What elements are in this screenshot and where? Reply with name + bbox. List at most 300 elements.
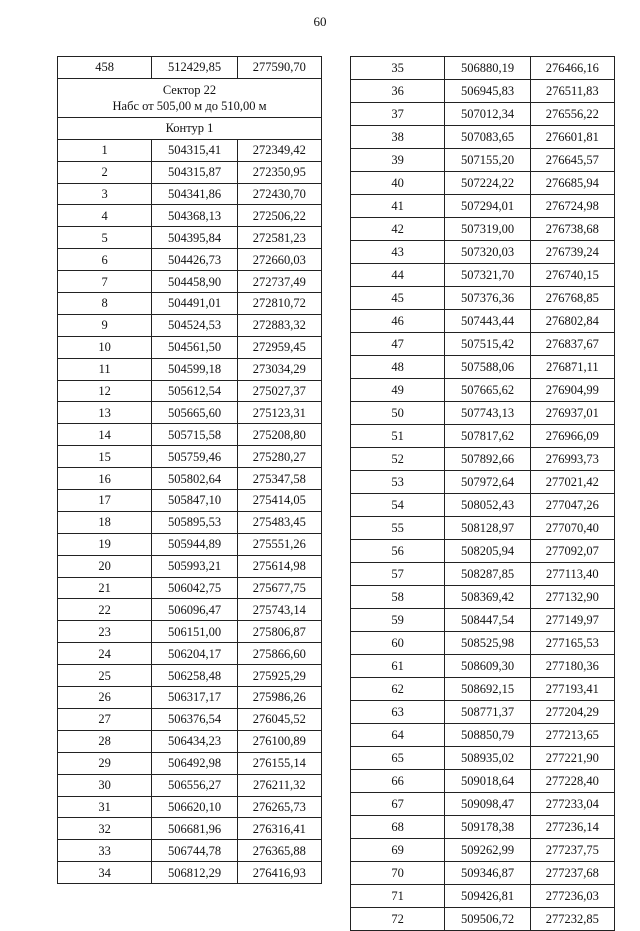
point-number-cell: 33: [58, 840, 152, 862]
point-number-cell: 16: [58, 468, 152, 490]
y-coordinate-cell: 275027,37: [237, 380, 321, 402]
x-coordinate-cell: 505993,21: [152, 555, 237, 577]
point-number-cell: 69: [351, 839, 445, 862]
x-coordinate-cell: 506620,10: [152, 796, 237, 818]
x-coordinate-cell: 507972,64: [445, 471, 530, 494]
x-coordinate-cell: 505802,64: [152, 468, 237, 490]
point-number-cell: 28: [58, 730, 152, 752]
x-coordinate-cell: 512429,85: [152, 57, 237, 79]
y-coordinate-cell: 277237,75: [530, 839, 614, 862]
x-coordinate-cell: 504315,41: [152, 139, 237, 161]
table-row: [351, 494, 615, 517]
x-coordinate-cell: 504458,90: [152, 271, 237, 293]
y-coordinate-cell: 277149,97: [530, 609, 614, 632]
table-row: [351, 448, 615, 471]
table-row: [58, 271, 322, 293]
y-coordinate-cell: 276556,22: [530, 103, 614, 126]
y-coordinate-cell: 277092,07: [530, 540, 614, 563]
x-coordinate-cell: 506376,54: [152, 708, 237, 730]
table-row: [58, 665, 322, 687]
y-coordinate-cell: 275347,58: [237, 468, 321, 490]
x-coordinate-cell: 508692,15: [445, 678, 530, 701]
table-row: [351, 816, 615, 839]
y-coordinate-cell: 277021,42: [530, 471, 614, 494]
table-row: [58, 205, 322, 227]
point-number-cell: 26: [58, 687, 152, 709]
point-number-cell: 63: [351, 701, 445, 724]
table-row: [351, 356, 615, 379]
x-coordinate-cell: 504315,87: [152, 161, 237, 183]
point-number-cell: 22: [58, 599, 152, 621]
x-coordinate-cell: 504368,13: [152, 205, 237, 227]
x-coordinate-cell: 507443,44: [445, 310, 530, 333]
point-number-cell: 40: [351, 172, 445, 195]
point-number-cell: 43: [351, 241, 445, 264]
y-coordinate-cell: 275677,75: [237, 577, 321, 599]
y-coordinate-cell: 277132,90: [530, 586, 614, 609]
point-number-cell: 62: [351, 678, 445, 701]
x-coordinate-cell: 508935,02: [445, 747, 530, 770]
y-coordinate-cell: 272430,70: [237, 183, 321, 205]
table-row: [58, 336, 322, 358]
y-coordinate-cell: 276601,81: [530, 126, 614, 149]
table-row: [58, 818, 322, 840]
coordinates-table-left: [57, 56, 322, 884]
point-number-cell: 36: [351, 80, 445, 103]
y-coordinate-cell: 272883,32: [237, 314, 321, 336]
table-row: [58, 555, 322, 577]
y-coordinate-cell: 276740,15: [530, 264, 614, 287]
table-row: [351, 885, 615, 908]
point-number-cell: 70: [351, 862, 445, 885]
y-coordinate-cell: 277180,36: [530, 655, 614, 678]
x-coordinate-cell: 506812,29: [152, 862, 237, 884]
table-row: [58, 293, 322, 315]
y-coordinate-cell: 276802,84: [530, 310, 614, 333]
x-coordinate-cell: 508609,30: [445, 655, 530, 678]
table-row: [351, 149, 615, 172]
y-coordinate-cell: 276645,57: [530, 149, 614, 172]
point-number-cell: 42: [351, 218, 445, 241]
x-coordinate-cell: 506880,19: [445, 57, 530, 80]
point-number-cell: 7: [58, 271, 152, 293]
point-number-cell: 60: [351, 632, 445, 655]
y-coordinate-cell: 275280,27: [237, 446, 321, 468]
table-row: [58, 708, 322, 730]
point-number-cell: 19: [58, 533, 152, 555]
table-row: [351, 195, 615, 218]
point-number-cell: 51: [351, 425, 445, 448]
point-number-cell: 34: [58, 862, 152, 884]
sector-header: [58, 78, 322, 117]
point-number-cell: 59: [351, 609, 445, 632]
y-coordinate-cell: 276904,99: [530, 379, 614, 402]
y-coordinate-cell: 272959,45: [237, 336, 321, 358]
point-number-cell: 12: [58, 380, 152, 402]
table-row: [351, 862, 615, 885]
table-row: [351, 701, 615, 724]
table-row: [351, 747, 615, 770]
x-coordinate-cell: 504524,53: [152, 314, 237, 336]
y-coordinate-cell: 272506,22: [237, 205, 321, 227]
x-coordinate-cell: 509098,47: [445, 793, 530, 816]
sector-subtitle: Набс от 505,00 м до 510,00 м: [112, 98, 267, 113]
x-coordinate-cell: 509506,72: [445, 908, 530, 931]
x-coordinate-cell: 508771,37: [445, 701, 530, 724]
table-row: [58, 599, 322, 621]
y-coordinate-cell: 275414,05: [237, 490, 321, 512]
point-number-cell: 57: [351, 563, 445, 586]
table-row: [351, 770, 615, 793]
y-coordinate-cell: 272350,95: [237, 161, 321, 183]
x-coordinate-cell: 507224,22: [445, 172, 530, 195]
point-number-cell: 67: [351, 793, 445, 816]
table-row: [58, 577, 322, 599]
x-coordinate-cell: 507892,66: [445, 448, 530, 471]
y-coordinate-cell: 277047,26: [530, 494, 614, 517]
x-coordinate-cell: 507376,36: [445, 287, 530, 310]
y-coordinate-cell: 272737,49: [237, 271, 321, 293]
point-number-cell: 27: [58, 708, 152, 730]
x-coordinate-cell: 504426,73: [152, 249, 237, 271]
point-number-cell: 53: [351, 471, 445, 494]
x-coordinate-cell: 507515,42: [445, 333, 530, 356]
y-coordinate-cell: 273034,29: [237, 358, 321, 380]
x-coordinate-cell: 506096,47: [152, 599, 237, 621]
point-number-cell: 23: [58, 621, 152, 643]
table-row: [58, 183, 322, 205]
table-row: [351, 379, 615, 402]
point-number-cell: 17: [58, 490, 152, 512]
point-number-cell: 32: [58, 818, 152, 840]
table-row: [351, 172, 615, 195]
point-number-cell: 39: [351, 149, 445, 172]
table-row: [351, 517, 615, 540]
x-coordinate-cell: 505665,60: [152, 402, 237, 424]
x-coordinate-cell: 507319,00: [445, 218, 530, 241]
y-coordinate-cell: 276265,73: [237, 796, 321, 818]
y-coordinate-cell: 275866,60: [237, 643, 321, 665]
y-coordinate-cell: 276739,24: [530, 241, 614, 264]
x-coordinate-cell: 508447,54: [445, 609, 530, 632]
y-coordinate-cell: 276937,01: [530, 402, 614, 425]
point-number-cell: 41: [351, 195, 445, 218]
table-row: [351, 103, 615, 126]
point-number-cell: 54: [351, 494, 445, 517]
y-coordinate-cell: 277237,68: [530, 862, 614, 885]
y-coordinate-cell: 276993,73: [530, 448, 614, 471]
x-coordinate-cell: 509178,38: [445, 816, 530, 839]
table-row: [351, 310, 615, 333]
x-coordinate-cell: 505847,10: [152, 490, 237, 512]
y-coordinate-cell: 277233,04: [530, 793, 614, 816]
y-coordinate-cell: 272581,23: [237, 227, 321, 249]
sector-header-row: [58, 78, 322, 117]
point-number-cell: 48: [351, 356, 445, 379]
x-coordinate-cell: 506434,23: [152, 730, 237, 752]
table-row: [351, 126, 615, 149]
y-coordinate-cell: 272810,72: [237, 293, 321, 315]
y-coordinate-cell: 276100,89: [237, 730, 321, 752]
table-row: [58, 774, 322, 796]
table-row: [351, 57, 615, 80]
x-coordinate-cell: 504341,86: [152, 183, 237, 205]
page-number: 60: [313, 14, 327, 29]
x-coordinate-cell: 508850,79: [445, 724, 530, 747]
y-coordinate-cell: 276738,68: [530, 218, 614, 241]
point-number-cell: 47: [351, 333, 445, 356]
y-coordinate-cell: 275743,14: [237, 599, 321, 621]
table-row: [58, 468, 322, 490]
table-row: [58, 57, 322, 79]
y-coordinate-cell: 276724,98: [530, 195, 614, 218]
x-coordinate-cell: 505895,53: [152, 511, 237, 533]
table-row: [351, 839, 615, 862]
point-number-cell: 9: [58, 314, 152, 336]
y-coordinate-cell: 276416,93: [237, 862, 321, 884]
y-coordinate-cell: 277228,40: [530, 770, 614, 793]
y-coordinate-cell: 275614,98: [237, 555, 321, 577]
x-coordinate-cell: 509018,64: [445, 770, 530, 793]
table-row: [58, 314, 322, 336]
table-row: [351, 540, 615, 563]
y-coordinate-cell: 275123,31: [237, 402, 321, 424]
x-coordinate-cell: 505715,58: [152, 424, 237, 446]
y-coordinate-cell: 272660,03: [237, 249, 321, 271]
y-coordinate-cell: 276966,09: [530, 425, 614, 448]
point-number-cell: 49: [351, 379, 445, 402]
y-coordinate-cell: 276837,67: [530, 333, 614, 356]
y-coordinate-cell: 277213,65: [530, 724, 614, 747]
point-number-cell: 18: [58, 511, 152, 533]
x-coordinate-cell: 507817,62: [445, 425, 530, 448]
y-coordinate-cell: 276155,14: [237, 752, 321, 774]
point-number-cell: 1: [58, 139, 152, 161]
point-number-cell: 56: [351, 540, 445, 563]
table-row: [58, 621, 322, 643]
point-number-cell: 6: [58, 249, 152, 271]
y-coordinate-cell: 276466,16: [530, 57, 614, 80]
y-coordinate-cell: 277236,14: [530, 816, 614, 839]
x-coordinate-cell: 505759,46: [152, 446, 237, 468]
point-number-cell: 25: [58, 665, 152, 687]
point-number-cell: 20: [58, 555, 152, 577]
point-number-cell: 55: [351, 517, 445, 540]
point-number-cell: 15: [58, 446, 152, 468]
x-coordinate-cell: 509262,99: [445, 839, 530, 862]
y-coordinate-cell: 275925,29: [237, 665, 321, 687]
x-coordinate-cell: 507588,06: [445, 356, 530, 379]
table-row: [351, 678, 615, 701]
point-number-cell: 38: [351, 126, 445, 149]
y-coordinate-cell: 272349,42: [237, 139, 321, 161]
table-row: [351, 287, 615, 310]
x-coordinate-cell: 506492,98: [152, 752, 237, 774]
table-row: [58, 752, 322, 774]
table-row: [58, 490, 322, 512]
point-number-cell: 2: [58, 161, 152, 183]
x-coordinate-cell: 506945,83: [445, 80, 530, 103]
table-row: [58, 511, 322, 533]
x-coordinate-cell: 506258,48: [152, 665, 237, 687]
table-row: [351, 908, 615, 931]
x-coordinate-cell: 506151,00: [152, 621, 237, 643]
x-coordinate-cell: 507321,70: [445, 264, 530, 287]
x-coordinate-cell: 507320,03: [445, 241, 530, 264]
point-number-cell: 45: [351, 287, 445, 310]
y-coordinate-cell: 276871,11: [530, 356, 614, 379]
x-coordinate-cell: 508052,43: [445, 494, 530, 517]
table-row: [58, 161, 322, 183]
point-number-cell: 14: [58, 424, 152, 446]
table-row: [58, 424, 322, 446]
table-row: [351, 609, 615, 632]
table-row: [351, 471, 615, 494]
table-row: [351, 563, 615, 586]
table-row: [351, 793, 615, 816]
table-row: [351, 402, 615, 425]
point-number-cell: 30: [58, 774, 152, 796]
x-coordinate-cell: 508287,85: [445, 563, 530, 586]
table-row: [58, 358, 322, 380]
table-row: [351, 264, 615, 287]
contour-header-row: [58, 117, 322, 139]
table-row: [351, 724, 615, 747]
x-coordinate-cell: 507665,62: [445, 379, 530, 402]
table-row: [58, 796, 322, 818]
table-row: [58, 446, 322, 468]
y-coordinate-cell: 276365,88: [237, 840, 321, 862]
x-coordinate-cell: 506681,96: [152, 818, 237, 840]
point-number-cell: 37: [351, 103, 445, 126]
y-coordinate-cell: 277204,29: [530, 701, 614, 724]
point-number-cell: 13: [58, 402, 152, 424]
x-coordinate-cell: 504599,18: [152, 358, 237, 380]
y-coordinate-cell: 277113,40: [530, 563, 614, 586]
table-row: [58, 862, 322, 884]
point-number-cell: 72: [351, 908, 445, 931]
point-number-cell: 24: [58, 643, 152, 665]
table-row: [351, 80, 615, 103]
point-number-cell: 35: [351, 57, 445, 80]
point-number-cell: 4: [58, 205, 152, 227]
y-coordinate-cell: 277221,90: [530, 747, 614, 770]
x-coordinate-cell: 508525,98: [445, 632, 530, 655]
point-number-cell: 46: [351, 310, 445, 333]
y-coordinate-cell: 276211,32: [237, 774, 321, 796]
point-number-cell: 3: [58, 183, 152, 205]
x-coordinate-cell: 505612,54: [152, 380, 237, 402]
table-row: [58, 402, 322, 424]
point-number-cell: 44: [351, 264, 445, 287]
point-number-cell: 458: [58, 57, 152, 79]
x-coordinate-cell: 507155,20: [445, 149, 530, 172]
table-row: [58, 643, 322, 665]
contour-title: Контур 1: [58, 117, 322, 139]
y-coordinate-cell: 277165,53: [530, 632, 614, 655]
y-coordinate-cell: 275986,26: [237, 687, 321, 709]
x-coordinate-cell: 504561,50: [152, 336, 237, 358]
y-coordinate-cell: 277232,85: [530, 908, 614, 931]
point-number-cell: 8: [58, 293, 152, 315]
x-coordinate-cell: 507294,01: [445, 195, 530, 218]
point-number-cell: 66: [351, 770, 445, 793]
point-number-cell: 11: [58, 358, 152, 380]
point-number-cell: 50: [351, 402, 445, 425]
table-row: [58, 139, 322, 161]
table-row: [58, 227, 322, 249]
x-coordinate-cell: 506042,75: [152, 577, 237, 599]
table-row: [351, 333, 615, 356]
x-coordinate-cell: 506317,17: [152, 687, 237, 709]
x-coordinate-cell: 507743,13: [445, 402, 530, 425]
y-coordinate-cell: 275208,80: [237, 424, 321, 446]
y-coordinate-cell: 276768,85: [530, 287, 614, 310]
y-coordinate-cell: 277590,70: [237, 57, 321, 79]
table-row: [58, 687, 322, 709]
table-row: [351, 586, 615, 609]
y-coordinate-cell: 276511,83: [530, 80, 614, 103]
y-coordinate-cell: 276685,94: [530, 172, 614, 195]
y-coordinate-cell: 275551,26: [237, 533, 321, 555]
table-row: [351, 218, 615, 241]
point-number-cell: 21: [58, 577, 152, 599]
table-row: [58, 380, 322, 402]
point-number-cell: 65: [351, 747, 445, 770]
table-row: [351, 425, 615, 448]
y-coordinate-cell: 276045,52: [237, 708, 321, 730]
x-coordinate-cell: 505944,89: [152, 533, 237, 555]
point-number-cell: 29: [58, 752, 152, 774]
table-row: [351, 655, 615, 678]
y-coordinate-cell: 277193,41: [530, 678, 614, 701]
x-coordinate-cell: 509426,81: [445, 885, 530, 908]
point-number-cell: 61: [351, 655, 445, 678]
coordinates-table-right: [350, 56, 615, 931]
x-coordinate-cell: 504395,84: [152, 227, 237, 249]
x-coordinate-cell: 507083,65: [445, 126, 530, 149]
x-coordinate-cell: 509346,87: [445, 862, 530, 885]
x-coordinate-cell: 506204,17: [152, 643, 237, 665]
x-coordinate-cell: 508205,94: [445, 540, 530, 563]
y-coordinate-cell: 276316,41: [237, 818, 321, 840]
table-row: [58, 840, 322, 862]
point-number-cell: 68: [351, 816, 445, 839]
point-number-cell: 52: [351, 448, 445, 471]
sector-title: Сектор 22: [162, 82, 217, 97]
y-coordinate-cell: 277070,40: [530, 517, 614, 540]
y-coordinate-cell: 277236,03: [530, 885, 614, 908]
x-coordinate-cell: 508128,97: [445, 517, 530, 540]
table-row: [58, 730, 322, 752]
point-number-cell: 58: [351, 586, 445, 609]
x-coordinate-cell: 508369,42: [445, 586, 530, 609]
point-number-cell: 31: [58, 796, 152, 818]
point-number-cell: 5: [58, 227, 152, 249]
y-coordinate-cell: 275483,45: [237, 511, 321, 533]
table-row: [351, 632, 615, 655]
x-coordinate-cell: 506556,27: [152, 774, 237, 796]
point-number-cell: 71: [351, 885, 445, 908]
x-coordinate-cell: 506744,78: [152, 840, 237, 862]
x-coordinate-cell: 507012,34: [445, 103, 530, 126]
y-coordinate-cell: 275806,87: [237, 621, 321, 643]
point-number-cell: 64: [351, 724, 445, 747]
point-number-cell: 10: [58, 336, 152, 358]
table-row: [58, 533, 322, 555]
x-coordinate-cell: 504491,01: [152, 293, 237, 315]
table-row: [351, 241, 615, 264]
